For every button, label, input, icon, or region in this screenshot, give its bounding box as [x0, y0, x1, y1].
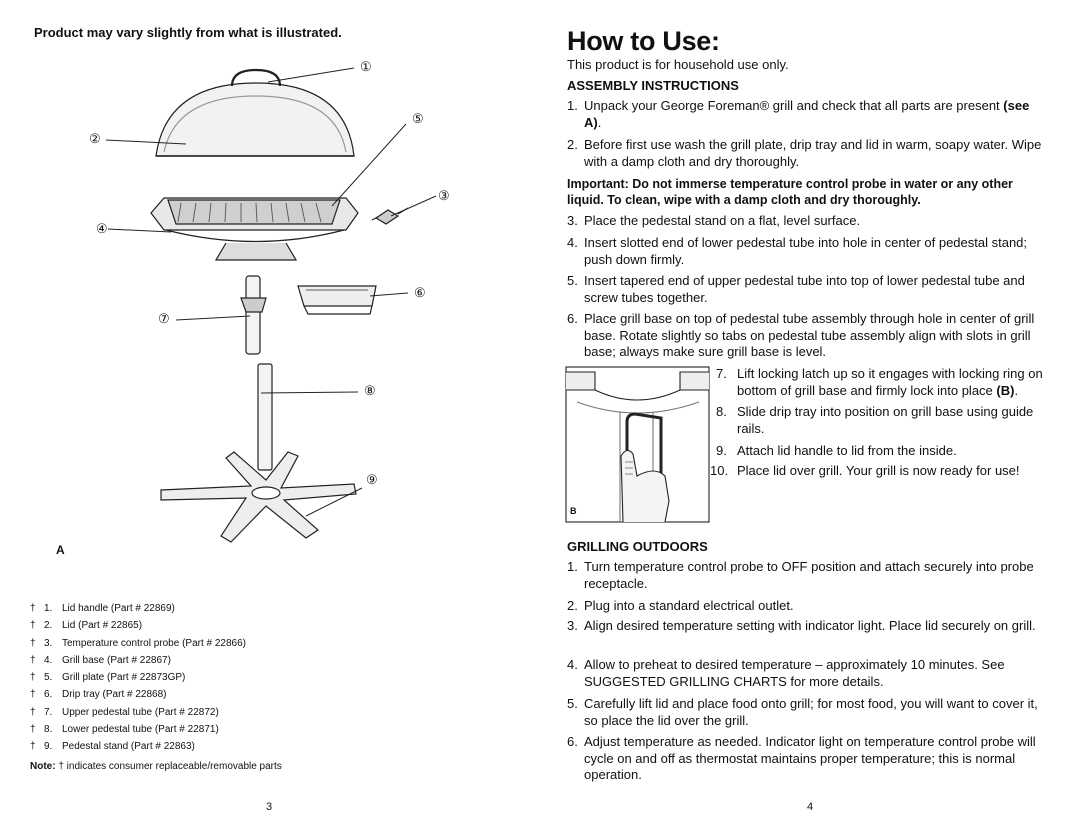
locking-latch-illustration	[565, 366, 710, 523]
parts-list-item: † 6. Drip tray (Part # 22868)	[30, 689, 167, 701]
callout-2: ②	[89, 131, 101, 146]
callout-4: ④	[96, 221, 108, 236]
parts-list-item: † 9. Pedestal stand (Part # 22863)	[30, 741, 195, 753]
parts-list-item: † 8. Lower pedestal tube (Part # 22871)	[30, 724, 219, 736]
grilling-step: 1. Turn temperature control probe to OFF position and attach securely into probe receptacle.	[567, 559, 1034, 591]
callout-3: ③	[438, 188, 450, 203]
assembly-step: 1. Unpack your George Foreman® grill and check that all parts are present (see A).	[567, 98, 1030, 130]
assembly-step: 7. Lift locking latch up so it engages with locking ring on bottom of grill base and firmly lock into place (B).	[716, 366, 1043, 398]
lower-tube-drawing	[258, 364, 272, 470]
assembly-step: 5. Insert tapered end of upper pedestal tube into top of lower pedestal tube and screw tubes together.	[567, 273, 1025, 305]
assembly-heading: ASSEMBLY INSTRUCTIONS	[567, 78, 739, 93]
figure-b	[565, 366, 710, 523]
parts-list	[30, 600, 246, 756]
lid-drawing	[156, 70, 354, 156]
grilling-heading: GRILLING OUTDOORS	[567, 539, 708, 554]
parts-list-item: † 5. Grill plate (Part # 22873GP)	[30, 672, 186, 684]
figure-caption-header: Product may vary slightly from what is illustrated.	[34, 25, 342, 40]
assembly-step: 9. Attach lid handle to lid from the inside.	[716, 443, 957, 458]
parts-list-item: † 3. Temperature control probe (Part # 22866)	[30, 637, 246, 649]
figure-a-label: A	[56, 543, 65, 557]
callout-7: ⑦	[158, 311, 170, 326]
parts-note: Note: † indicates consumer replaceable/removable parts	[30, 761, 282, 772]
intro-text: This product is for household use only.	[567, 57, 789, 72]
grilling-step: 2. Plug into a standard electrical outlet.	[567, 598, 794, 613]
page-number-left: 3	[266, 801, 273, 813]
grilling-step: 6. Adjust temperature as needed. Indicator light on temperature control probe will cycle on and off as thermostat maintains proper temperature; this is normal operation.	[567, 734, 1036, 783]
callout-8: ⑧	[364, 383, 376, 398]
grill-base-drawing	[151, 198, 358, 260]
assembly-step: 4. Insert slotted end of lower pedestal tube into hole in center of pedestal stand; push down firmly.	[567, 235, 1028, 267]
page-title: How to Use:	[567, 26, 720, 56]
assembly-step: 3. Place the pedestal stand on a flat, level surface.	[567, 213, 861, 228]
callout-1: ①	[360, 59, 372, 74]
assembly-step: 2. Before first use wash the grill plate, drip tray and lid in warm, soapy water. Wipe with a damp cloth and dry thoroughly.	[567, 137, 1042, 169]
parts-list-item: † 7. Upper pedestal tube (Part # 22872)	[30, 706, 219, 718]
grill-parts-illustration	[36, 48, 446, 553]
grilling-step: 4. Allow to preheat to desired temperature – approximately 10 minutes. See SUGGESTED GRILLING CHARTS for more details.	[567, 657, 1005, 689]
callout-5: ⑤	[412, 111, 424, 126]
upper-tube-drawing	[241, 276, 266, 354]
callout-6: ⑥	[414, 285, 426, 300]
assembly-step: 8. Slide drip tray into position on grill base using guide rails.	[716, 404, 1034, 436]
grilling-step: 3. Align desired temperature setting with indicator light. Place lid securely on grill.	[567, 618, 1036, 633]
page-number-right: 4	[807, 801, 814, 813]
grilling-step: 5. Carefully lift lid and place food onto grill; for most food, you will want to cover it, so place the lid over the grill.	[567, 696, 1038, 728]
important-notice: Important: Do not immerse temperature control probe in water or any other liquid. To clean, wipe with a damp cloth and dry thoroughly.	[567, 177, 1013, 208]
parts-list-item: † 1. Lid handle (Part # 22869)	[30, 603, 175, 614]
parts-list-item: † 2. Lid (Part # 22865)	[30, 620, 143, 632]
callout-9: ⑨	[366, 472, 378, 487]
assembly-step: 10. Place lid over grill. Your grill is now ready for use!	[710, 463, 1020, 478]
assembly-step: 6. Place grill base on top of pedestal tube assembly through hole in center of grill base. Rotate slightly so tabs on pedestal tube assembly align with slots in grill base; always make sure grill base is level.	[567, 311, 1035, 360]
figure-b-label: B	[570, 506, 577, 516]
drip-tray-drawing	[298, 286, 376, 314]
parts-list-item: † 4. Grill base (Part # 22867)	[30, 654, 171, 666]
